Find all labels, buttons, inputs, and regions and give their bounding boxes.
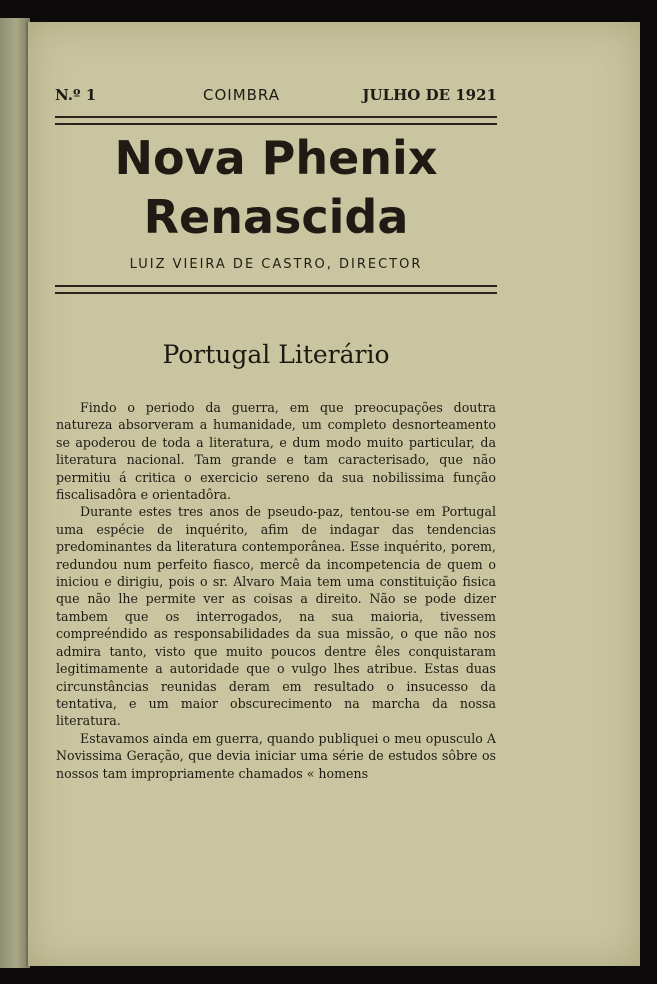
article-paragraph: Estavamos ainda em guerra, quando publiquei o meu opusculo A Novissima Geração, que devia iniciar uma série de estudos sôbre os nossos tam impropriamente chamados « homens — [56, 730, 496, 781]
article-heading: Portugal Literário — [162, 340, 390, 369]
article-paragraph: Findo o periodo da guerra, em que preocupações doutra natureza absorveram a humanidade, um completo desnorteamento se apoderou de toda a literatura, e dum modo muito particular, da literatura nacional. Tam grande e tam caracterisado, que não permitiu á critica o exercicio sereno da sua nobilissima função fiscalisadôra e orientadôra. — [56, 400, 496, 503]
masthead-title-line2: Renascida — [143, 190, 409, 244]
issue-number: N.º 1 — [55, 86, 97, 104]
issue-city: COIMBRA — [203, 86, 281, 104]
double-rule-top — [55, 116, 497, 125]
double-rule-bottom — [55, 285, 497, 294]
issue-date: JULHO DE 1921 — [362, 86, 497, 104]
article-paragraph: Durante estes tres anos de pseudo-paz, tentou-se em Portugal uma espécie de inquérito, afim de indagar das tendencias predominantes da literatura contemporânea. Esse inquérito, porem, redundou num perfeito fiasco, mercê da incompetencia de quem o iniciou e dirigiu, pois o sr. Alvaro Maia tem uma constituição fisica que não lhe permite ver as coisas a direito. Não se pode dizer tambem que os interrogados, na sua maioria, tivessem compreéndido as responsabilidades da sua missão, o que não nos admira tanto, visto que muito poucos dentre êles conquistaram legitimamente a autoridade que o vulgo lhes atribue. Estas duas circunstâncias reunidas deram em resultado o insucesso da tentativa, e um maior obscurecimento na marcha da nossa literatura. — [56, 504, 496, 729]
masthead-title-line1: Nova Phenix — [114, 131, 438, 185]
article-body — [56, 399, 496, 782]
issue-header — [55, 86, 497, 110]
director-credit: LUIZ VIEIRA DE CASTRO, DIRECTOR — [129, 257, 423, 272]
